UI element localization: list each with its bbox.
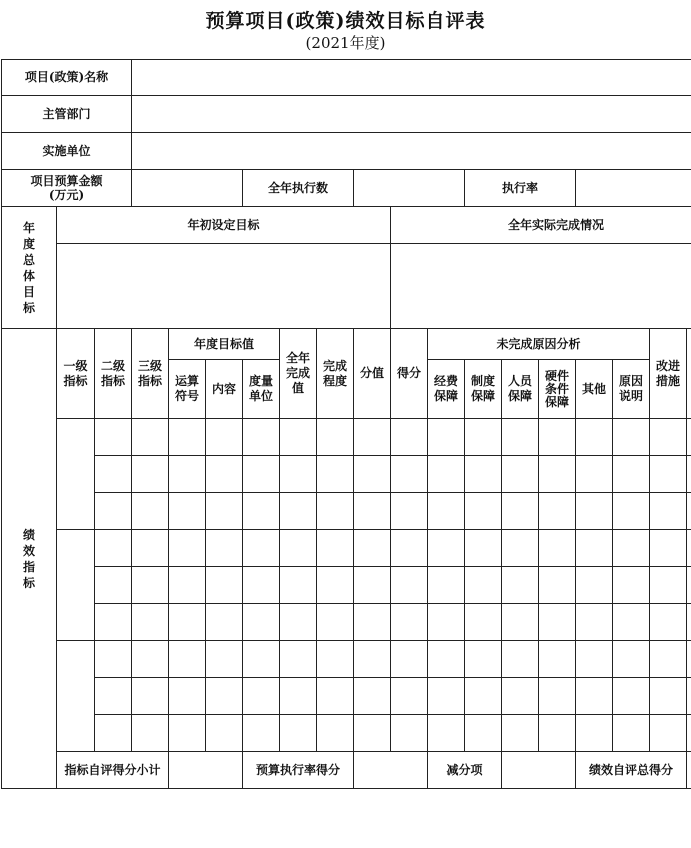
budget-score-field[interactable] <box>354 752 428 789</box>
table-row <box>2 715 691 752</box>
annual-target-header: 年度目标值 <box>169 329 280 360</box>
system-header: 制度 保障 <box>465 360 502 419</box>
full-year-value-header: 全年 完成 值 <box>280 329 317 419</box>
exec-rate-field[interactable] <box>576 170 691 207</box>
total-score-field[interactable] <box>687 752 691 789</box>
level1-cell[interactable] <box>57 641 95 752</box>
project-name-label: 项目(政策)名称 <box>2 60 132 96</box>
table-row <box>2 567 691 604</box>
budget-score-label: 预算执行率得分 <box>243 752 354 789</box>
table-row <box>2 678 691 715</box>
annual-exec-field[interactable] <box>354 170 465 207</box>
page-title: 预算项目(政策)绩效目标自评表 <box>205 10 486 32</box>
initial-target-header: 年初设定目标 <box>57 207 391 244</box>
initial-target-field[interactable] <box>57 244 391 329</box>
exec-rate-label: 执行率 <box>465 170 576 207</box>
budget-amount-field[interactable] <box>132 170 243 207</box>
table-row <box>2 493 691 530</box>
table-row <box>2 641 691 678</box>
level3-header: 三级 指标 <box>132 329 169 419</box>
deduction-field[interactable] <box>502 752 576 789</box>
score-value-header: 分值 <box>354 329 391 419</box>
level1-cell[interactable] <box>57 419 95 530</box>
personnel-header: 人员 保障 <box>502 360 539 419</box>
annual-goals-label: 年 度 总 体 目 标 <box>2 207 57 329</box>
hardware-header: 硬件 条件 保障 <box>539 360 576 419</box>
evaluation-form-table <box>1 59 691 789</box>
table-row <box>2 419 691 456</box>
unit-header: 度量 单位 <box>243 360 280 419</box>
page-subtitle: (2021年度) <box>305 34 386 52</box>
subtotal-field[interactable] <box>169 752 243 789</box>
reason-analysis-header: 未完成原因分析 <box>428 329 650 360</box>
department-field[interactable] <box>132 96 691 133</box>
unit-field[interactable] <box>132 133 691 170</box>
annual-exec-label: 全年执行数 <box>243 170 354 207</box>
table-row <box>2 530 691 567</box>
actual-completion-field[interactable] <box>391 244 691 329</box>
reason-desc-header: 原因 说明 <box>613 360 650 419</box>
content-header: 内容 <box>206 360 243 419</box>
level1-cell[interactable] <box>57 530 95 641</box>
level1-header: 一级 指标 <box>57 329 95 419</box>
table-row <box>2 604 691 641</box>
funding-header: 经费 保障 <box>428 360 465 419</box>
subtotal-label: 指标自评得分小计 <box>57 752 169 789</box>
department-label: 主管部门 <box>2 96 132 133</box>
operator-header: 运算 符号 <box>169 360 206 419</box>
budget-amount-label: 项目预算金额 (万元) <box>2 170 132 207</box>
improvement-header: 改进 措施 <box>650 329 687 419</box>
level2-header: 二级 指标 <box>95 329 132 419</box>
deduction-label: 减分项 <box>428 752 502 789</box>
performance-indicators-label: 绩 效 指 标 <box>2 329 57 789</box>
total-score-label: 绩效自评总得分 <box>576 752 687 789</box>
other-header: 其他 <box>576 360 613 419</box>
unit-label: 实施单位 <box>2 133 132 170</box>
table-row <box>2 456 691 493</box>
actual-completion-header: 全年实际完成情况 <box>391 207 691 244</box>
score-header: 得分 <box>391 329 428 419</box>
project-name-field[interactable] <box>132 60 691 96</box>
completion-degree-header: 完成 程度 <box>317 329 354 419</box>
